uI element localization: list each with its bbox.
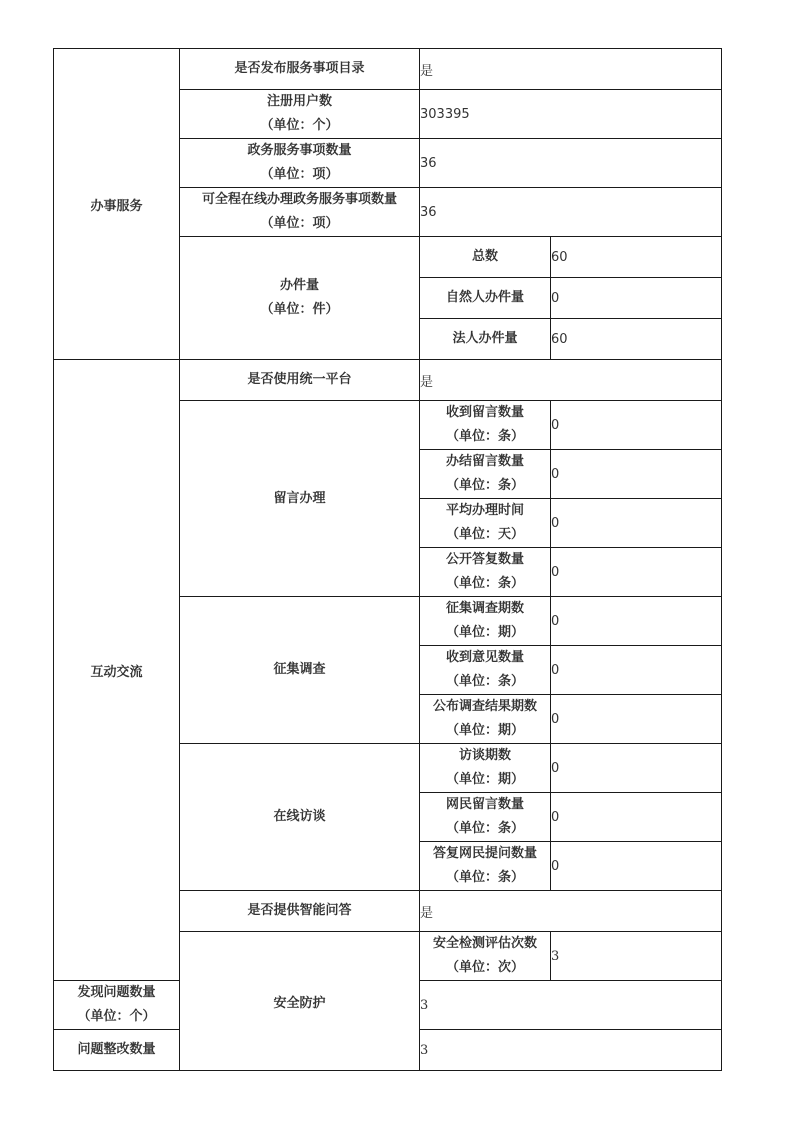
volume-label <box>180 237 420 360</box>
checks-label <box>420 932 551 981</box>
netizen-msgs-unit: （单位：条） <box>445 821 524 836</box>
checks-label-text: 安全检测评估次数 <box>432 936 537 951</box>
smart-qa-value: 是 <box>420 891 722 932</box>
avg-time-unit: （单位：天） <box>445 527 524 542</box>
section-security-title: 安全防护 <box>180 932 420 1071</box>
online-items-unit: （单位：项） <box>260 216 339 231</box>
netizen-msgs-label-text: 网民留言数量 <box>445 797 524 812</box>
survey-periods-unit: （单位：期） <box>445 625 524 640</box>
volume-unit: （单位：件） <box>260 302 339 317</box>
survey-label: 征集调查 <box>180 597 420 744</box>
platform-label: 是否使用统一平台 <box>180 360 420 401</box>
catalog-value: 是 <box>420 49 722 90</box>
messages-received-value: 0 <box>551 401 722 450</box>
survey-opinions-label <box>420 646 551 695</box>
survey-periods-label <box>420 597 551 646</box>
catalog-label: 是否发布服务事项目录 <box>180 49 420 90</box>
survey-opinions-unit: （单位：条） <box>445 674 524 689</box>
answers-label <box>420 842 551 891</box>
public-replies-label-text: 公开答复数量 <box>445 552 524 567</box>
interview-periods-unit: （单位：期） <box>445 772 524 787</box>
smart-qa-label: 是否提供智能问答 <box>180 891 420 932</box>
messages-label: 留言办理 <box>180 401 420 597</box>
online-items-label <box>180 188 420 237</box>
avg-time-label <box>420 499 551 548</box>
fixes-value: 3 <box>420 1030 722 1071</box>
users-label <box>180 90 420 139</box>
public-replies-label <box>420 548 551 597</box>
items-label <box>180 139 420 188</box>
interview-periods-label-text: 访谈期数 <box>458 748 511 763</box>
online-items-label-text: 可全程在线办理政务服务事项数量 <box>201 192 397 207</box>
volume-legal-value: 60 <box>551 319 722 360</box>
issues-label <box>54 981 180 1030</box>
interview-label: 在线访谈 <box>180 744 420 891</box>
survey-results-value: 0 <box>551 695 722 744</box>
issues-label-text: 发现问题数量 <box>77 985 156 1000</box>
survey-periods-value: 0 <box>551 597 722 646</box>
messages-received-unit: （单位：条） <box>445 429 524 444</box>
answers-value: 0 <box>551 842 722 891</box>
messages-completed-label-text: 办结留言数量 <box>445 454 524 469</box>
messages-completed-unit: （单位：条） <box>445 478 524 493</box>
items-label-text: 政务服务事项数量 <box>247 143 352 158</box>
survey-opinions-value: 0 <box>551 646 722 695</box>
messages-received-label-text: 收到留言数量 <box>445 405 524 420</box>
survey-results-label-text: 公布调查结果期数 <box>432 699 537 714</box>
netizen-msgs-value: 0 <box>551 793 722 842</box>
netizen-msgs-label <box>420 793 551 842</box>
platform-value: 是 <box>420 360 722 401</box>
section-service-title: 办事服务 <box>54 49 180 360</box>
users-unit: （单位：个） <box>260 118 339 133</box>
users-label-text: 注册用户数 <box>266 94 332 109</box>
checks-value: 3 <box>551 932 722 981</box>
public-replies-unit: （单位：条） <box>445 576 524 591</box>
checks-unit: （单位：次） <box>445 960 524 975</box>
avg-time-value: 0 <box>551 499 722 548</box>
survey-opinions-label-text: 收到意见数量 <box>445 650 524 665</box>
avg-time-label-text: 平均办理时间 <box>445 503 524 518</box>
answers-unit: （单位：条） <box>445 870 524 885</box>
volume-label-text: 办件量 <box>279 278 319 293</box>
table-row <box>54 49 722 90</box>
fixes-label: 问题整改数量 <box>54 1030 180 1071</box>
volume-natural-label: 自然人办件量 <box>420 278 551 319</box>
online-items-value: 36 <box>420 188 722 237</box>
volume-legal-label: 法人办件量 <box>420 319 551 360</box>
public-replies-value: 0 <box>551 548 722 597</box>
messages-completed-label <box>420 450 551 499</box>
issues-unit: （单位：个） <box>77 1009 156 1024</box>
survey-results-label <box>420 695 551 744</box>
volume-natural-value: 0 <box>551 278 722 319</box>
items-unit: （单位：项） <box>260 167 339 182</box>
users-value: 303395 <box>420 90 722 139</box>
section-interaction-title: 互动交流 <box>54 360 180 981</box>
survey-results-unit: （单位：期） <box>445 723 524 738</box>
volume-total-value: 60 <box>551 237 722 278</box>
volume-total-label: 总数 <box>420 237 551 278</box>
messages-received-label <box>420 401 551 450</box>
items-value: 36 <box>420 139 722 188</box>
interview-periods-label <box>420 744 551 793</box>
messages-completed-value: 0 <box>551 450 722 499</box>
interview-periods-value: 0 <box>551 744 722 793</box>
statistics-table <box>53 48 722 1071</box>
table-row <box>54 360 722 401</box>
survey-periods-label-text: 征集调查期数 <box>445 601 524 616</box>
answers-label-text: 答复网民提问数量 <box>432 846 537 861</box>
issues-value: 3 <box>420 981 722 1030</box>
